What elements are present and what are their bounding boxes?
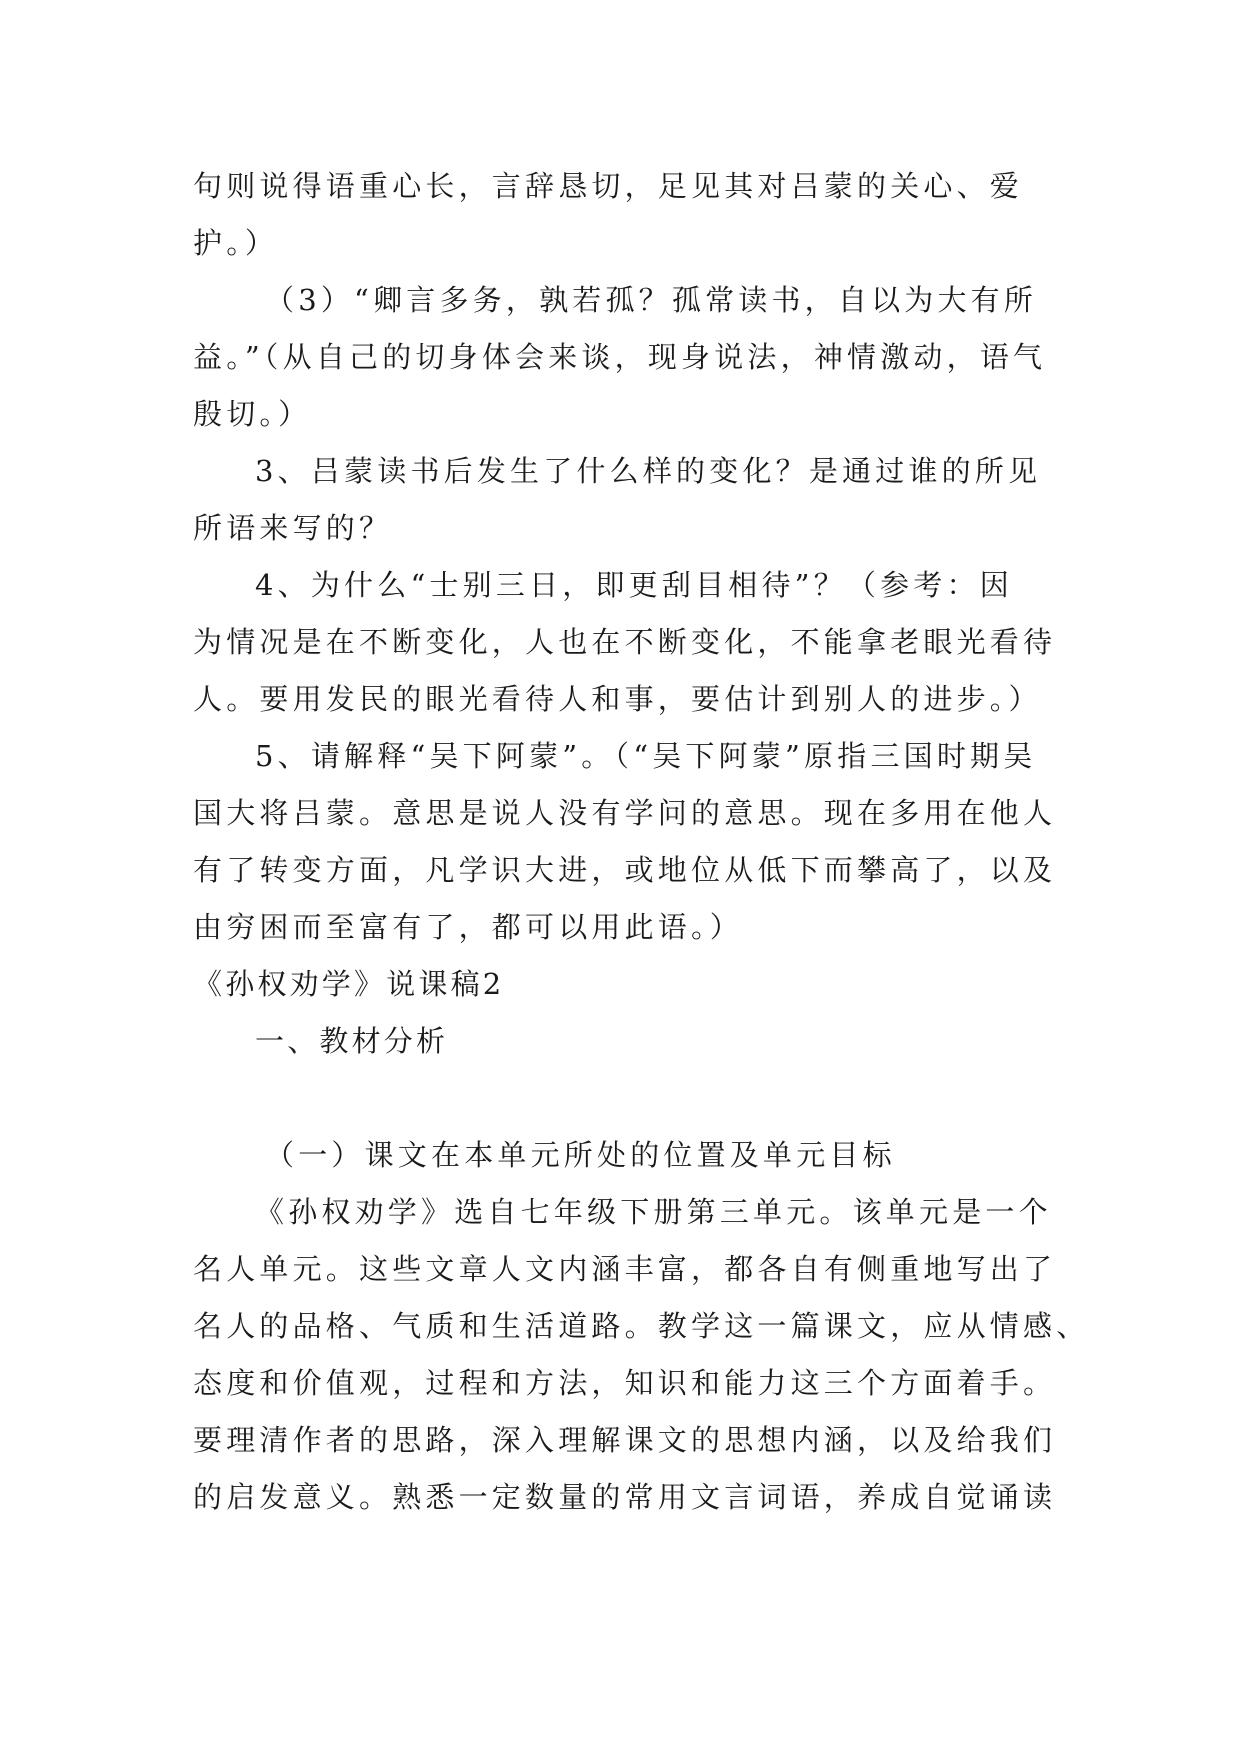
text-line: 有了转变方面，凡学识大进，或地位从低下而攀高了，以及 — [193, 853, 1057, 887]
text-line: 护。） — [193, 226, 279, 260]
text-line: 要理清作者的思路，深入理解课文的思想内涵，以及给我们 — [193, 1423, 1057, 1457]
text-line: 的启发意义。熟悉一定数量的常用文言词语，养成自觉诵读 — [193, 1480, 1057, 1514]
text-line: （3）“卿言多务，孰若孤？孤常读书，自以为大有所 — [265, 283, 1038, 317]
text-line: 为情况是在不断变化，人也在不断变化，不能拿老眼光看待 — [193, 625, 1057, 659]
text-line: 句则说得语重心长，言辞恳切，足见其对吕蒙的关心、爱 — [193, 169, 1024, 203]
text-line: 态度和价值观，过程和方法，知识和能力这三个方面着手。 — [193, 1366, 1057, 1400]
text-line: 殷切。） — [193, 397, 312, 431]
section-title: 《孙权劝学》说课稿2 — [193, 967, 505, 1001]
text-line: 人。要用发民的眼光看待人和事，要估计到别人的进步。） — [193, 682, 1042, 716]
text-line: 5、请解释“吴下阿蒙”。（“吴下阿蒙”原指三国时期吴 — [255, 739, 1037, 773]
subsection-heading: （一）课文在本单元所处的位置及单元目标 — [265, 1138, 896, 1172]
text-line: 4、为什么“士别三日，即更刮目相待”？（参考：因 — [255, 568, 1013, 602]
text-line: 国大将吕蒙。意思是说人没有学问的意思。现在多用在他人 — [193, 796, 1057, 830]
text-line: 所语来写的？ — [193, 511, 393, 545]
text-line: 名人单元。这些文章人文内涵丰富，都各自有侧重地写出了 — [193, 1252, 1057, 1286]
text-line: 由穷困而至富有了，都可以用此语。） — [193, 910, 743, 944]
text-line: 益。”（从自己的切身体会来谈，现身说法，神情激动，语气 — [193, 340, 1047, 374]
text-line: 3、吕蒙读书后发生了什么样的变化？是通过谁的所见 — [255, 454, 1042, 488]
text-line: 名人的品格、气质和生活道路。教学这一篇课文，应从情感、 — [193, 1309, 1090, 1343]
text-line: 《孙权劝学》选自七年级下册第三单元。该单元是一个 — [255, 1195, 1052, 1229]
section-heading: 一、教材分析 — [255, 1024, 449, 1058]
